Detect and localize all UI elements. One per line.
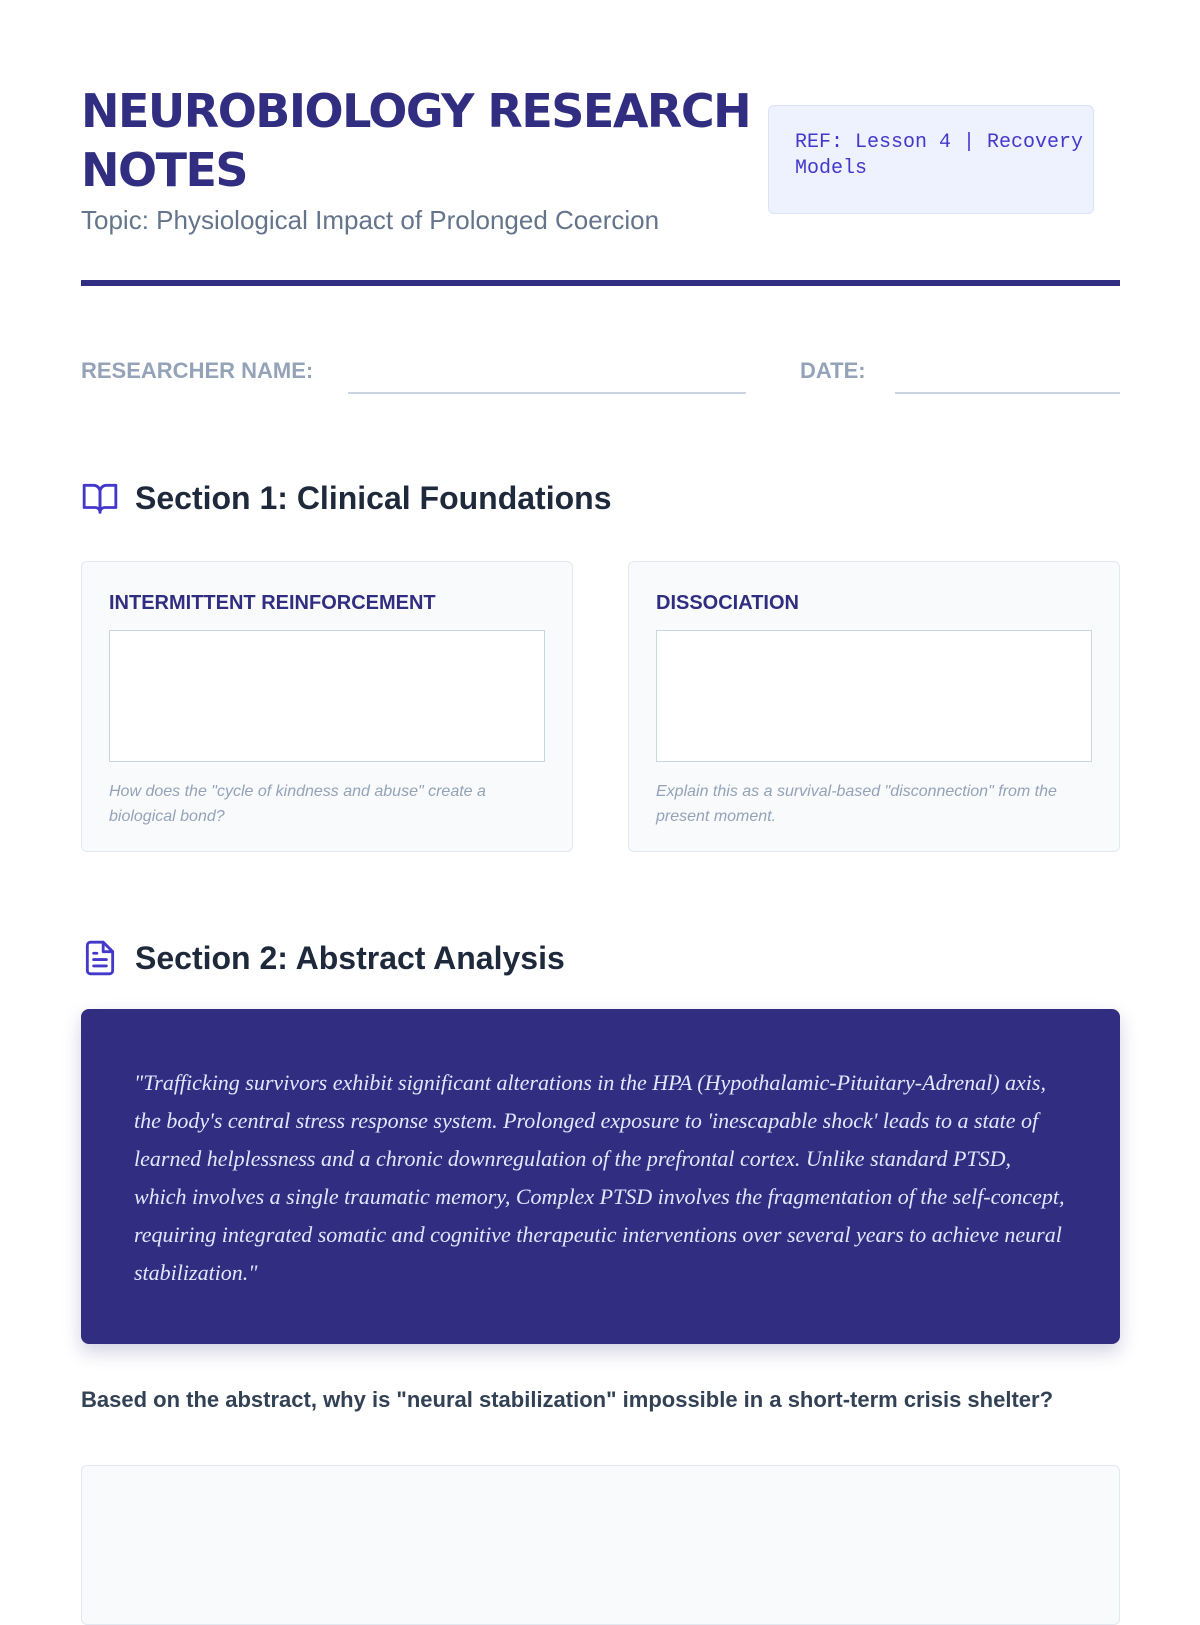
abstract-panel (81, 1009, 1120, 1344)
document-title: NEUROBIOLOGY RESEARCH NOTES (81, 84, 751, 197)
section-1-title: Section 1: Clinical Foundations (135, 479, 612, 516)
concept-card-title: DISSOCIATION (656, 592, 799, 614)
researcher-name-field[interactable] (348, 392, 746, 394)
document-subtitle: Topic: Physiological Impact of Prolonged Coercion (81, 205, 660, 235)
analysis-answer-box[interactable] (81, 1465, 1120, 1625)
section-2-title: Section 2: Abstract Analysis (135, 939, 565, 976)
document-header (81, 0, 1120, 287)
open-book-icon (81, 479, 119, 517)
concept-card-dissociation (628, 561, 1120, 852)
abstract-text: "Trafficking survivors exhibit significant alterations in the HPA (Hypothalamic-Pituitary-Adrenal) axis, the body's central stress response system. Prolonged exposure to 'inescapable shock' leads to a state of learned helplessness and a chronic downregulation of the prefrontal cortex. Unlike standard PTSD, which involves a single traumatic memory, Complex PTSD involves the fragmentation of the self-concept, requiring integrated somatic and cognitive therapeutic interventions over several years to achieve neural stabilization." (134, 1070, 1065, 1285)
section-2-heading (81, 938, 565, 978)
concept-answer-box[interactable] (109, 630, 545, 762)
date-field[interactable] (895, 392, 1120, 394)
concept-card-intermittent-reinforcement (81, 561, 573, 852)
researcher-info-row (81, 358, 1120, 394)
document-icon (81, 939, 119, 977)
analysis-question: Based on the abstract, why is "neural stabilization" impossible in a short-term crisis shelter? (81, 1387, 1054, 1412)
concept-card-hint: How does the "cycle of kindness and abuse" create a biological bond? (109, 783, 486, 825)
worksheet-page (81, 0, 1120, 1412)
concept-card-title: INTERMITTENT REINFORCEMENT (109, 592, 436, 614)
researcher-name-label: RESEARCHER NAME: (81, 358, 314, 383)
concept-card-hint: Explain this as a survival-based "disconnection" from the present moment. (656, 783, 1057, 825)
concept-answer-box[interactable] (656, 630, 1092, 762)
header-divider (81, 280, 1120, 286)
section-1-heading (81, 478, 611, 518)
reference-badge: REF: Lesson 4 | Recovery Models (768, 105, 1094, 214)
date-label: DATE: (800, 358, 866, 383)
